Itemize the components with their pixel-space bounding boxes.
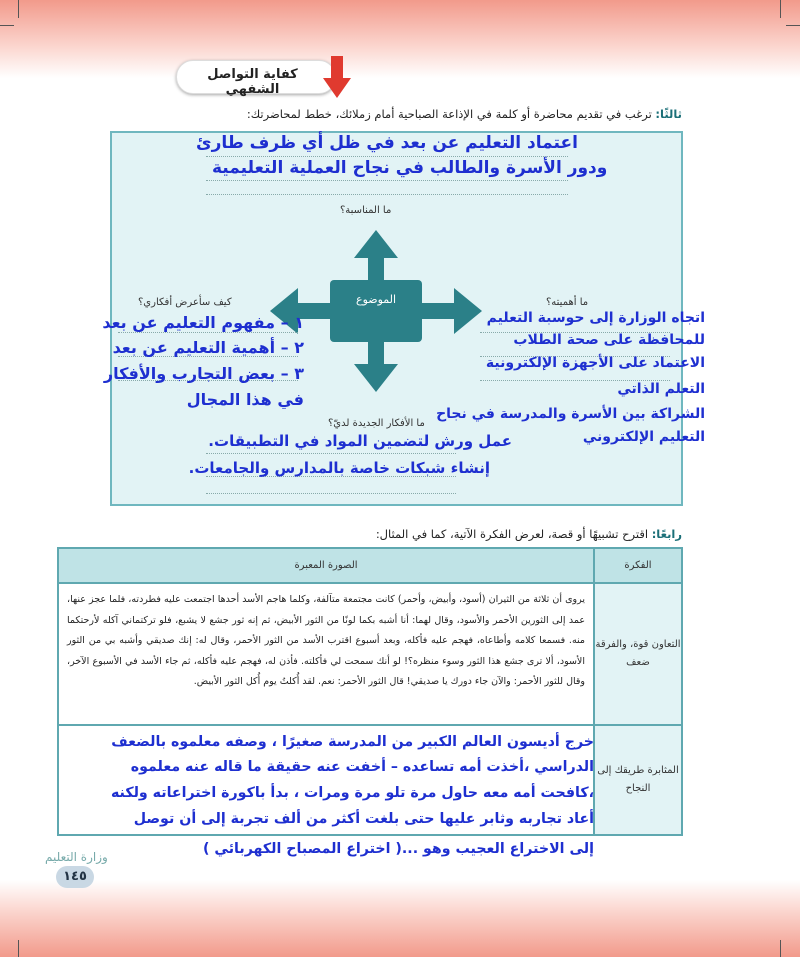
importance-item: الاعتماد على الأجهزة الإلكترونية bbox=[485, 355, 705, 371]
answer-line: خرج أديسون العالم الكبير من المدرسة صغيرًا ، وصفه معلموه بالضعف bbox=[111, 734, 594, 750]
how-label: كيف سأعرض أفكاري؟ bbox=[138, 297, 232, 308]
crop-mark bbox=[0, 25, 14, 26]
write-line bbox=[206, 180, 568, 181]
crop-mark bbox=[18, 940, 19, 957]
center-topic-label: الموضوع bbox=[356, 293, 397, 306]
importance-item: الشراكة بين الأسرة والمدرسة في نجاح bbox=[436, 406, 705, 422]
write-line bbox=[206, 493, 456, 494]
topic-line-1: اعتماد التعليم عن بعد في ظل أي ظرف طارئ bbox=[196, 133, 578, 153]
crop-mark bbox=[780, 0, 781, 18]
new-idea-item: عمل ورش لتضمين المواد في التطبيقات. bbox=[208, 432, 512, 450]
table-header-row bbox=[58, 548, 682, 583]
idea-item: في هذا المجال bbox=[186, 390, 304, 409]
answer-line: ،كافحت أمه معه حاول مرة تلو مرة ومرات ، بدأ باكورة اختراعاته ولكنه bbox=[110, 785, 594, 801]
new-ideas-label: ما الأفكار الجديدة لديّ؟ bbox=[328, 418, 425, 429]
importance-item: اتجاه الوزارة إلى حوسبة التعليم bbox=[486, 310, 705, 326]
idea-item: ٢ – أهمية التعليم عن بعد bbox=[112, 338, 304, 357]
down-arrow-icon bbox=[322, 56, 352, 100]
section-header-title: كفاية التواصل الشفهي bbox=[207, 67, 298, 97]
arrow-down bbox=[354, 336, 398, 392]
idea-item: ٣ – بعض التجارب والأفكار bbox=[103, 364, 304, 383]
importance-label: ما أهميته؟ bbox=[546, 297, 589, 308]
section3-prompt-text: ترغب في تقديم محاضرة أو كلمة في الإذاعة الصباحية أمام زملائك، خطط لمحاضرتك: bbox=[246, 107, 656, 121]
crop-mark bbox=[780, 940, 781, 957]
write-line bbox=[206, 453, 456, 454]
occasion-label: ما المناسبة؟ bbox=[340, 205, 392, 216]
crop-mark bbox=[786, 25, 800, 26]
importance-item: للمحافظة على صحة الطلاب bbox=[513, 332, 705, 348]
story-cell: يروى أن ثلاثة من الثيران (أسود، وأبيض، وأحمر) كانت مجتمعة متآلفة، وكلما هاجم الأسد أحدها اجتمعت عليه فطردته، فلما عجز عنها، عمد إلى الثورين الأحمر والأسود، وقال لهما: أنا أشبه بكما لونًا من الثور الأبيض، ثم إنه ثور جشع لا يشبع، فلو تركتماني آكله لأرحتكما منه. فسمعا كلامه وأطاعاه، فهجم عليه فأكله، وبعد أسبوع اقترب الأسد من الثور الأحمر، وقال له: إنك صديقي وأشبه بي من الثور الأسود، ألا ترى جشع هذا الثور وسوء منظره؟! لو أنك سمحت لي فأكلته. فأذن له، فهجم عليه فأكله، ثم جاء الأسد في الأسبوع الآخر، وقال للثور الأحمر: والآن جاء دورك يا صديقي! قال الثور الأحمر: نعم. لقد أُكلتُ يوم أُكل الثور الأبيض. bbox=[58, 583, 594, 725]
section3-prompt-label: ثالثًا: bbox=[655, 107, 682, 121]
answer-line: الدراسي ،أخذت أمه تساعده – أخفت عنه حقيقة ما قاله عنه معلموه bbox=[130, 759, 594, 775]
col-header-image: الصورة المعبرة bbox=[58, 548, 594, 583]
table-row bbox=[58, 583, 682, 725]
write-line bbox=[118, 332, 298, 333]
section4-prompt bbox=[320, 527, 682, 541]
importance-item: التعلم الذاتي bbox=[617, 381, 705, 397]
top-decor-band bbox=[0, 0, 800, 78]
idea-item: ١ – مفهوم التعليم عن بعد bbox=[102, 313, 304, 332]
bottom-decor-band bbox=[0, 880, 800, 957]
new-idea-item: إنشاء شبكات خاصة بالمدارس والجامعات. bbox=[188, 459, 490, 477]
idea-cell: التعاون قوة، والفرقة ضعف bbox=[594, 583, 682, 725]
section4-prompt-label: رابعًا: bbox=[651, 527, 682, 541]
section4-prompt-text: اقترح تشبيهًا أو قصة، لعرض الفكرة الآتية، كما في المثال: bbox=[375, 527, 652, 541]
center-box bbox=[330, 280, 422, 342]
topic-line-2: ودور الأسرة والطالب في نجاح العملية التعليمية bbox=[212, 158, 608, 178]
section3-prompt bbox=[160, 107, 682, 121]
col-header-idea: الفكرة bbox=[594, 548, 682, 583]
crop-mark bbox=[18, 0, 19, 18]
write-line bbox=[206, 194, 568, 195]
arrow-up bbox=[354, 230, 398, 286]
page-number: ١٤٥ bbox=[56, 866, 94, 888]
idea-cell: المثابرة طريقك إلى النجاح bbox=[594, 725, 682, 835]
answer-line: أعاد تجاربه وثابر عليها حتى بلغت أكثر من ألف تجربة إلى أن توصل bbox=[133, 811, 594, 827]
answer-line: إلى الاختراع العجيب وهو ...( اختراع المصباح الكهربائي ) bbox=[202, 841, 594, 857]
importance-item: التعليم الإلكتروني bbox=[582, 429, 705, 445]
write-line bbox=[206, 156, 568, 157]
ministry-logo: وزارة التعليم bbox=[45, 850, 108, 864]
